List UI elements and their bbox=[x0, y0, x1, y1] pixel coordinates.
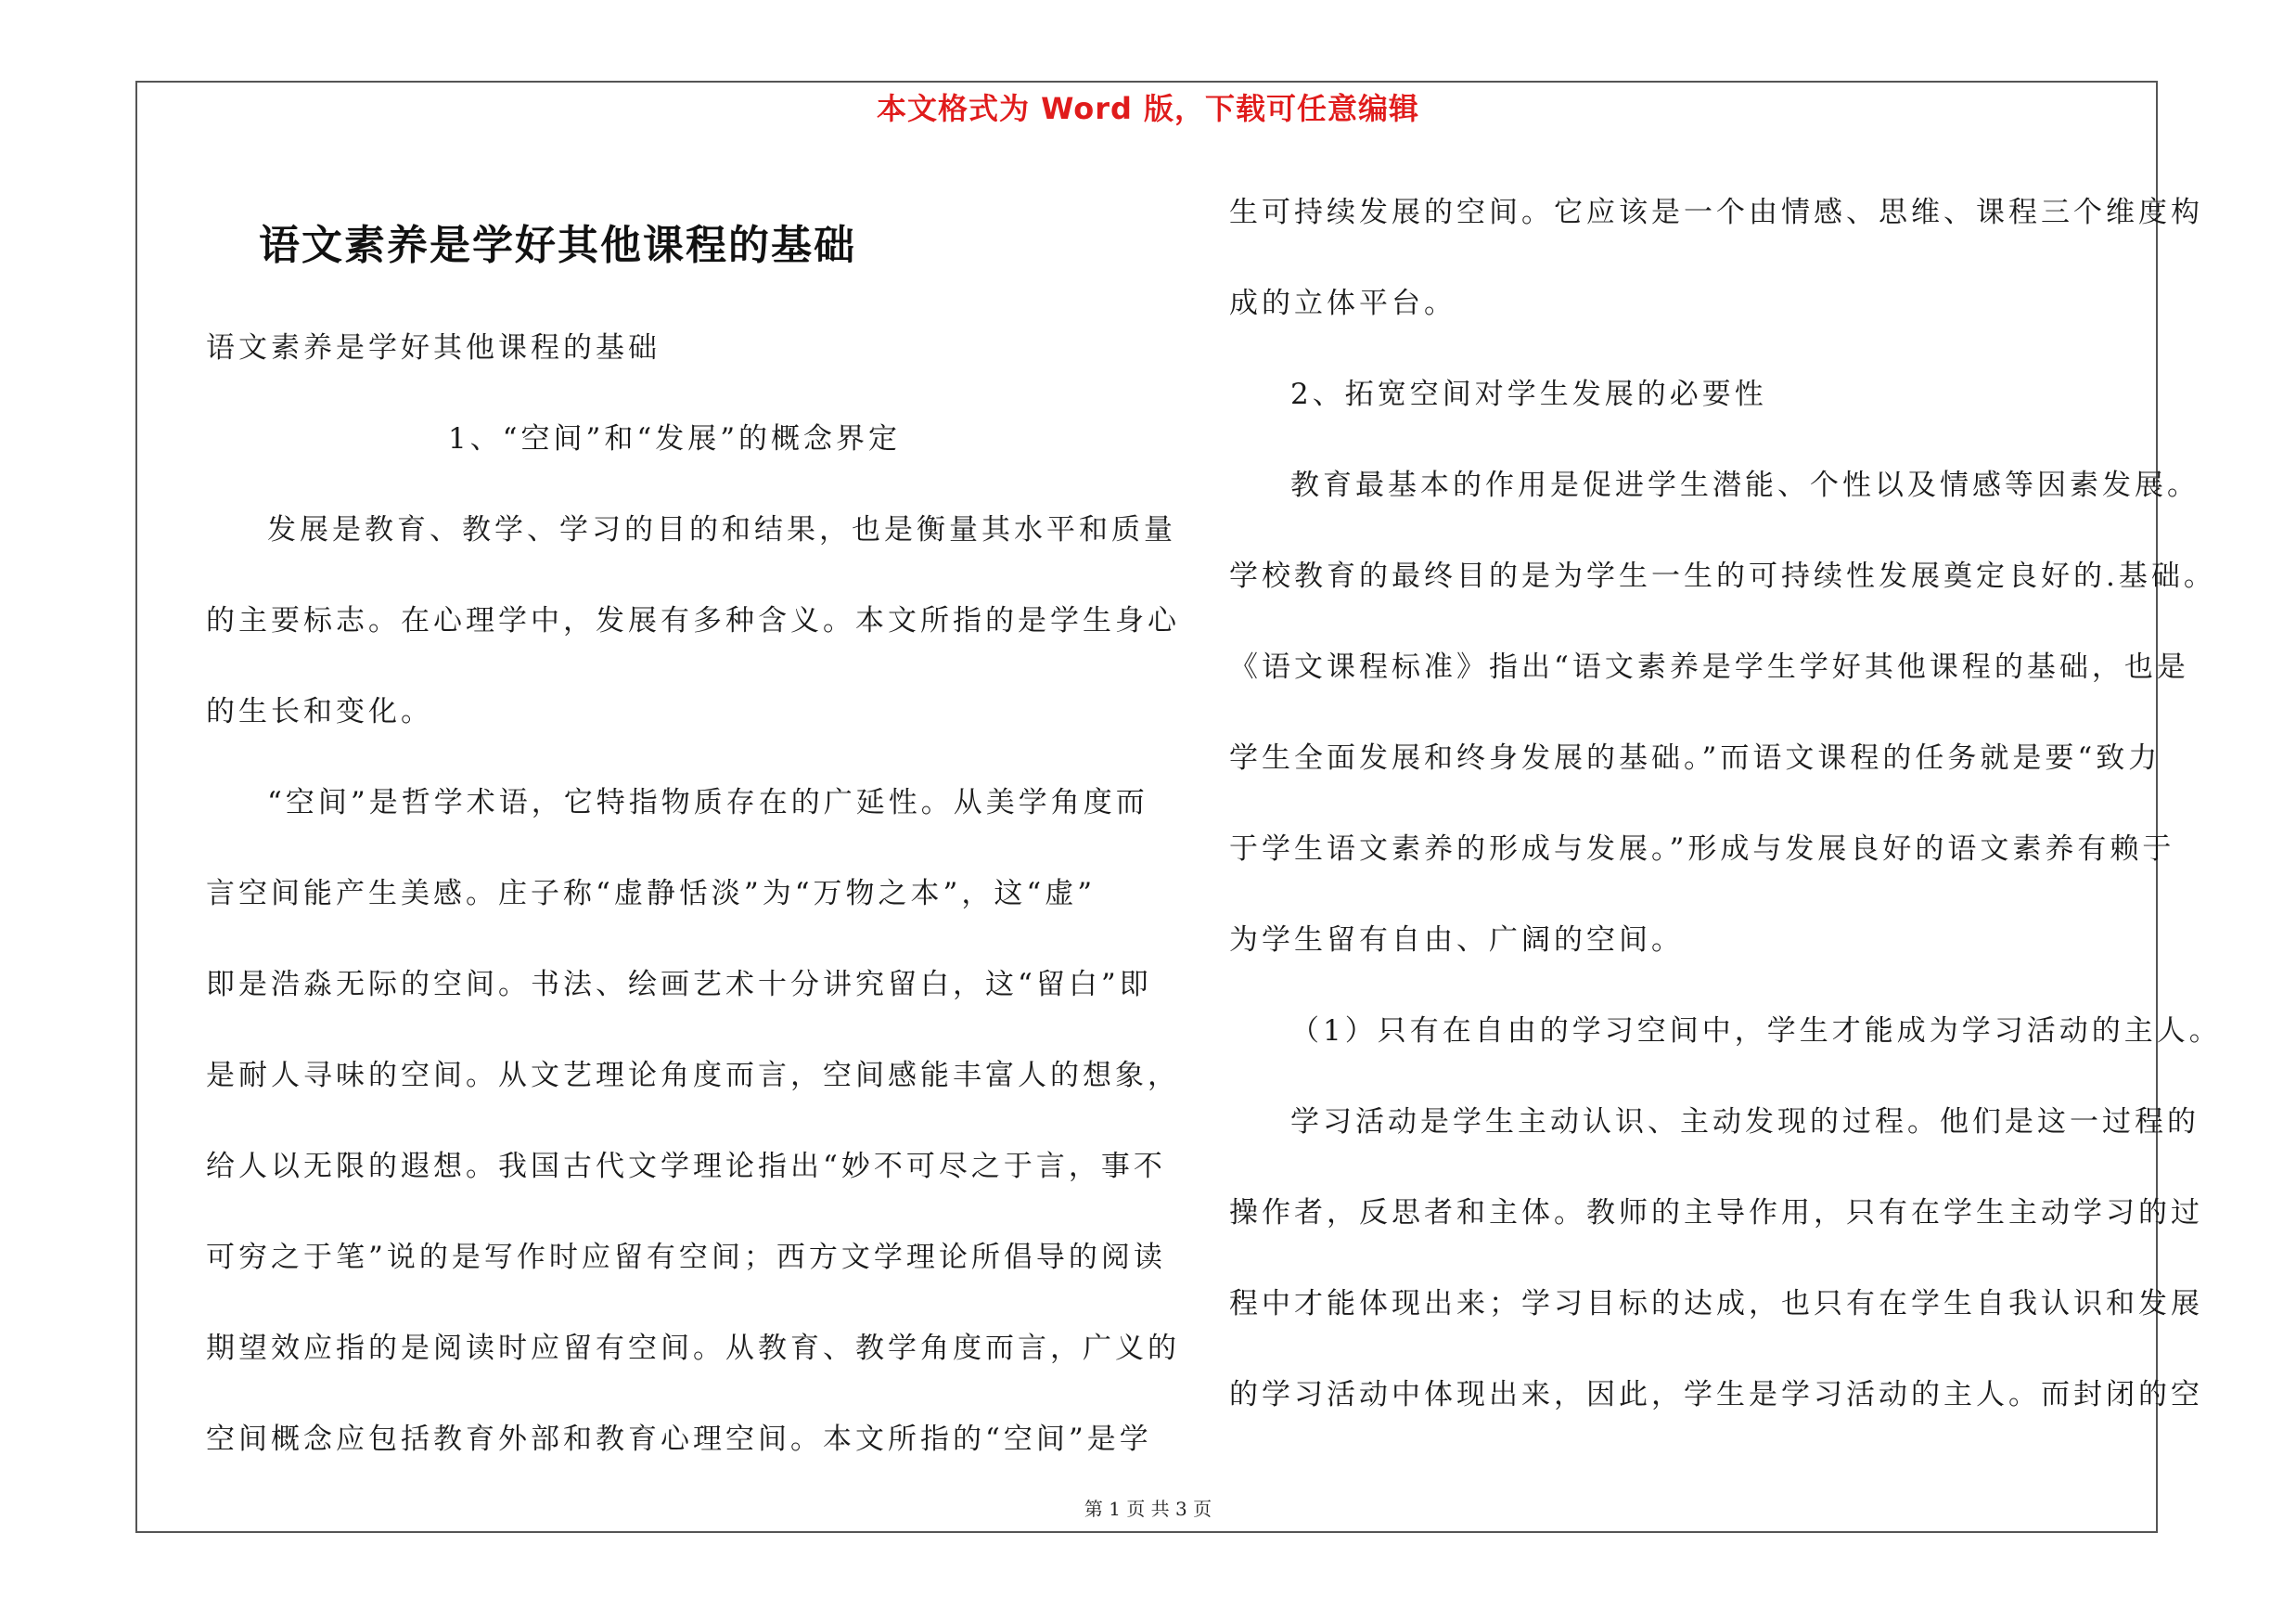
text-line: 程中才能体现出来；学习目标的达成，也只有在学生自我认识和发展 bbox=[1229, 1287, 2203, 1320]
document-title: 语文素养是学好其他课程的基础 bbox=[259, 222, 856, 269]
text-line: 2、拓宽空间对学生发展的必要性 bbox=[1290, 378, 1767, 411]
text-line: 即是浩淼无际的空间。书法、绘画艺术十分讲究留白，这“留白”即 bbox=[206, 968, 1152, 1001]
text-line: “空间”是哲学术语，它特指物质存在的广延性。从美学角度而 bbox=[267, 786, 1148, 819]
text-line: 言空间能产生美感。庄子称“虚静恬淡”为“万物之本”，这“虚” bbox=[206, 877, 1097, 910]
text-line: 成的立体平台。 bbox=[1229, 287, 1456, 320]
text-line: 给人以无限的遐想。我国古代文学理论指出“妙不可尽之于言，事不 bbox=[206, 1150, 1166, 1183]
text-line: 的生长和变化。 bbox=[206, 695, 433, 728]
text-line: 学习活动是学生主动认识、主动发现的过程。他们是这一过程的 bbox=[1290, 1105, 2200, 1139]
text-line: 学生全面发展和终身发展的基础。”而语文课程的任务就是要“致力 bbox=[1229, 741, 2161, 775]
text-line: （1）只有在自由的学习空间中，学生才能成为学习活动的主人。 bbox=[1290, 1014, 2222, 1048]
text-line: 于学生语文素养的形成与发展。”形成与发展良好的语文素养有赖于 bbox=[1229, 832, 2175, 866]
right-column bbox=[1229, 167, 2222, 1440]
text-line: 为学生留有自由、广阔的空间。 bbox=[1229, 923, 1684, 957]
text-line: 空间概念应包括教育外部和教育心理空间。本文所指的“空间”是学 bbox=[206, 1423, 1152, 1456]
page-number-footer: 第 1 页 共 3 页 bbox=[1084, 1498, 1212, 1520]
text-line: 语文素养是学好其他课程的基础 bbox=[206, 331, 661, 365]
text-line: 学校教育的最终目的是为学生一生的可持续性发展奠定良好的.基础。 bbox=[1229, 560, 2216, 593]
text-line: 的主要标志。在心理学中，发展有多种含义。本文所指的是学生身心 bbox=[206, 604, 1180, 638]
text-line: 《语文课程标准》指出“语文素养是学生学好其他课程的基础，也是 bbox=[1229, 650, 2189, 684]
text-line: 生可持续发展的空间。它应该是一个由情感、思维、课程三个维度构 bbox=[1229, 196, 2203, 229]
text-line: 期望效应指的是阅读时应留有空间。从教育、教学角度而言，广义的 bbox=[206, 1332, 1180, 1365]
word-format-banner: 本文格式为 Word 版，下载可任意编辑 bbox=[876, 91, 1420, 126]
text-line: 是耐人寻味的空间。从文艺理论角度而言，空间感能丰富人的想象， bbox=[206, 1059, 1180, 1092]
text-line: 可穷之于笔”说的是写作时应留有空间；西方文学理论所倡导的阅读 bbox=[206, 1241, 1166, 1274]
left-column bbox=[206, 303, 1180, 1485]
text-line: 的学习活动中体现出来，因此，学生是学习活动的主人。而封闭的空 bbox=[1229, 1378, 2203, 1411]
text-line: 发展是教育、教学、学习的目的和结果，也是衡量其水平和质量 bbox=[267, 513, 1176, 547]
text-line: 操作者，反思者和主体。教师的主导作用，只有在学生主动学习的过 bbox=[1229, 1196, 2203, 1230]
text-line: 教育最基本的作用是促进学生潜能、个性以及情感等因素发展。 bbox=[1290, 469, 2200, 502]
text-line: 1、“空间”和“发展”的概念界定 bbox=[447, 422, 902, 456]
